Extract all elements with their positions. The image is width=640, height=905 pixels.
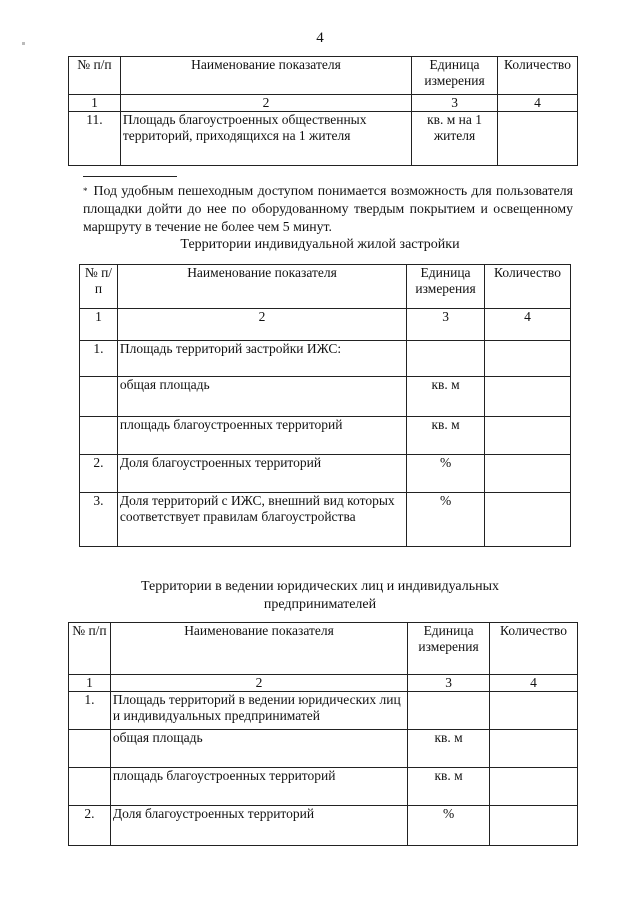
table-row (69, 806, 578, 846)
row-name: площадь благоустроенных территорий (117, 417, 406, 455)
table-header-row (69, 57, 578, 95)
table-header-row (69, 623, 578, 675)
row-unit: кв. м на 1 жителя (412, 112, 498, 166)
row-unit (408, 692, 490, 730)
row-qty (485, 341, 571, 377)
row-qty (490, 806, 578, 846)
row-qty (498, 112, 578, 166)
header-name: Наименование показателя (120, 57, 411, 95)
row-number: 3. (80, 493, 118, 547)
table-row (80, 341, 571, 377)
indicator-table-legal-entities (68, 622, 578, 846)
indicator-table-1 (68, 56, 578, 166)
row-name: Площадь благоустроенных общественных территорий, приходящихся на 1 жителя (120, 112, 411, 166)
header-name: Наименование показателя (117, 265, 406, 309)
col-number: 1 (80, 309, 118, 341)
row-qty (485, 417, 571, 455)
row-name: Площадь территорий в ведении юридических лиц и индивидуальных предприниматей (110, 692, 407, 730)
row-qty (490, 730, 578, 768)
col-number: 1 (69, 95, 121, 112)
column-number-row (80, 309, 571, 341)
header-qty: Количество (498, 57, 578, 95)
col-number: 4 (498, 95, 578, 112)
row-number: 1. (69, 692, 111, 730)
row-unit: % (407, 493, 485, 547)
table-row (80, 377, 571, 417)
row-unit: кв. м (408, 730, 490, 768)
row-name: Доля территорий с ИЖС, внешний вид которых соответствует правилам благоустройства (117, 493, 406, 547)
header-unit: Единица измерения (412, 57, 498, 95)
row-unit (407, 341, 485, 377)
row-name: Площадь территорий застройки ИЖС: (117, 341, 406, 377)
row-number (80, 417, 118, 455)
row-qty (485, 377, 571, 417)
header-qty: Количество (490, 623, 578, 675)
table-row (80, 417, 571, 455)
table-row (69, 730, 578, 768)
header-unit: Единица измерения (408, 623, 490, 675)
header-num: № п/п (80, 265, 118, 309)
header-qty: Количество (485, 265, 571, 309)
row-unit: % (407, 455, 485, 493)
row-number: 1. (80, 341, 118, 377)
header-unit: Единица измерения (407, 265, 485, 309)
table-row (69, 692, 578, 730)
row-number: 2. (80, 455, 118, 493)
header-num: № п/п (69, 623, 111, 675)
indicator-table-izhs (79, 264, 571, 547)
header-num: № п/п (69, 57, 121, 95)
col-number: 2 (117, 309, 406, 341)
row-qty (490, 692, 578, 730)
row-number: 11. (69, 112, 121, 166)
section-title-legal-entities: Территории в ведении юридических лиц и индивидуальных предпринимателей (140, 579, 499, 612)
footnote-separator (83, 176, 177, 177)
col-number: 4 (490, 675, 578, 692)
row-qty (485, 493, 571, 547)
row-number (69, 768, 111, 806)
row-unit: кв. м (407, 417, 485, 455)
col-number: 2 (120, 95, 411, 112)
row-name: общая площадь (117, 377, 406, 417)
row-name: Доля благоустроенных территорий (117, 455, 406, 493)
table-header-row (80, 265, 571, 309)
row-name: площадь благоустроенных территорий (110, 768, 407, 806)
column-number-row (69, 95, 578, 112)
row-unit: кв. м (407, 377, 485, 417)
col-number: 3 (412, 95, 498, 112)
section-title-izhs: Территории индивидуальной жилой застройки (180, 237, 460, 252)
row-number: 2. (69, 806, 111, 846)
col-number: 3 (408, 675, 490, 692)
table-row (69, 112, 578, 166)
col-number: 4 (485, 309, 571, 341)
col-number: 2 (110, 675, 407, 692)
row-name: Доля благоустроенных территорий (110, 806, 407, 846)
row-number (80, 377, 118, 417)
row-name: общая площадь (110, 730, 407, 768)
footnote-mark: * (83, 186, 88, 196)
table-row (80, 493, 571, 547)
row-qty (485, 455, 571, 493)
footnote (83, 182, 573, 236)
col-number: 3 (407, 309, 485, 341)
row-unit: кв. м (408, 768, 490, 806)
table-row (69, 768, 578, 806)
col-number: 1 (69, 675, 111, 692)
row-qty (490, 768, 578, 806)
column-number-row (69, 675, 578, 692)
page-number: 4 (316, 30, 324, 46)
header-name: Наименование показателя (110, 623, 407, 675)
table-row (80, 455, 571, 493)
footnote-text: Под удобным пешеходным доступом понимается возможность для пользователя площадки дойти до нее по оборудованному твердым покрытием и освещенному маршруту в течение не более чем 5 минут. (83, 183, 573, 234)
row-number (69, 730, 111, 768)
row-unit: % (408, 806, 490, 846)
